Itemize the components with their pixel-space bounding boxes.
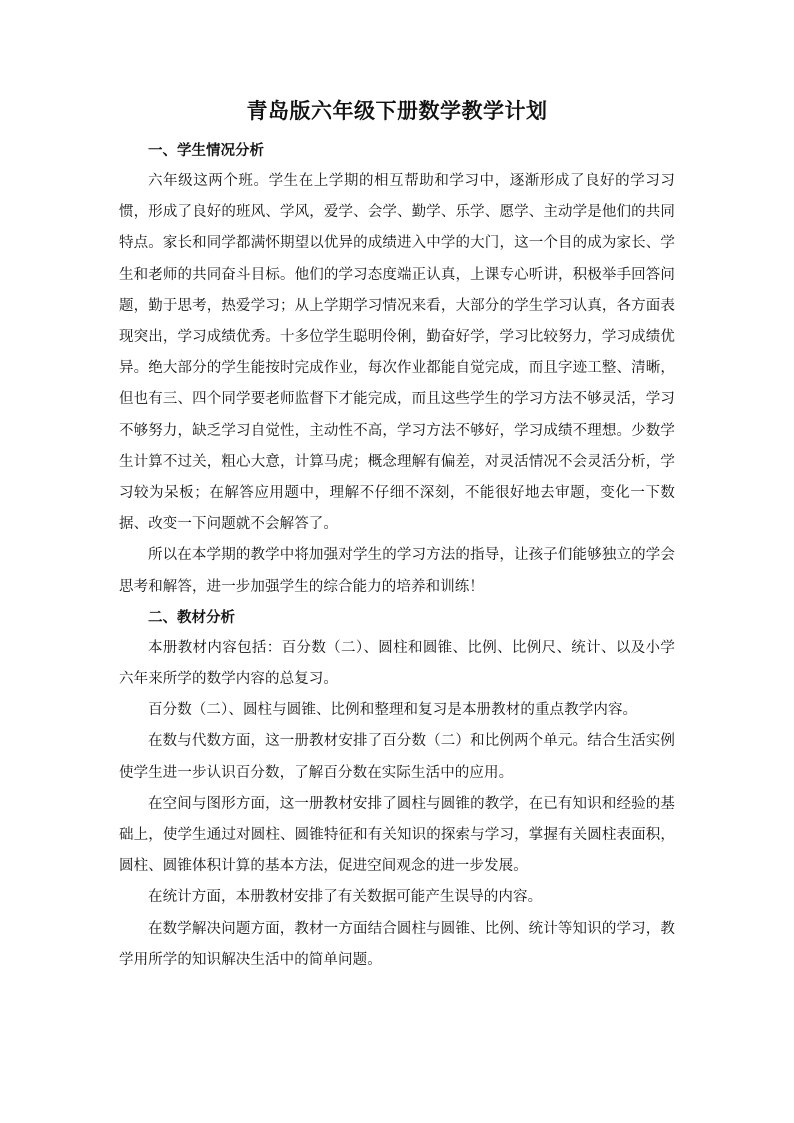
- section-student-analysis: [119, 136, 675, 603]
- section-textbook-analysis: [119, 603, 675, 976]
- document-page: [119, 96, 675, 976]
- paragraph: 在统计方面，本册教材安排了有关数据可能产生误导的内容。: [148, 889, 543, 906]
- paragraph: 六年级这两个班。学生在上学期的相互帮助和学习中，逐渐形成了良好的学习习惯，形成了良好的班风、学风，爱学、会学、勤学、乐学、愿学、主动学是他们的共同特点。家长和同学都满怀期望以优异的成绩进入中学的大门，这一个目的成为家长、学生和老师的共同奋斗目标。他们的学习态度端正认真，上课专心听讲，积极举手回答问题，勤于思考，热爱学习；从上学期学习情况来看，大部分的学生学习认真，各方面表现突出，学习成绩优秀。十多位学生聪明伶俐，勤奋好学，学习比较努力，学习成绩优异。绝大部分的学生能按时完成作业，每次作业都能自觉完成，而且字迹工整、清晰，但也有三、四个同学要老师监督下才能完成，而且这些学生的学习方法不够灵活，学习不够努力，缺乏学习自觉性，主动性不高，学习方法不够好，学习成绩不理想。少数学生计算不过关，粗心大意，计算马虎；概念理解有偏差，对灵活情况不会灵活分析，学习较为呆板；在解答应用题中，理解不仔细不深刻，不能很好地去审题，变化一下数据、改变一下问题就不会解答了。: [119, 173, 675, 533]
- section-heading: 二、教材分析: [148, 608, 235, 626]
- paragraph: 在数学解决问题方面，教材一方面结合圆柱与圆锥、比例、统计等知识的学习，教学用所学的知识解决生活中的简单问题。: [119, 920, 675, 968]
- paragraph: 百分数（二）、圆柱与圆锥、比例和整理和复习是本册教材的重点教学内容。: [148, 702, 638, 719]
- paragraph: 所以在本学期的教学中将加强对学生的学习方法的指导，让孩子们能够独立的学会思考和解答，进一步加强学生的综合能力的培养和训练！: [119, 547, 675, 595]
- paragraph: 在数与代数方面，这一册教材安排了百分数（二）和比例两个单元。结合生活实例使学生进一步认识百分数，了解百分数在实际生活中的应用。: [119, 733, 675, 781]
- paragraph: 本册教材内容包括：百分数（二）、圆柱和圆锥、比例、比例尺、统计、以及小学六年来所学的数学内容的总复习。: [119, 639, 675, 688]
- paragraph: 在空间与图形方面，这一册教材安排了圆柱与圆锥的教学，在已有知识和经验的基础上，使学生通过对圆柱、圆锥特征和有关知识的探索与学习，掌握有关圆柱表面积，圆柱、圆锥体积计算的基本方法，促进空间观念的进一步发展。: [119, 795, 675, 875]
- section-heading: 一、学生情况分析: [148, 142, 264, 159]
- document-title: 青岛版六年级下册数学教学计划: [246, 98, 548, 123]
